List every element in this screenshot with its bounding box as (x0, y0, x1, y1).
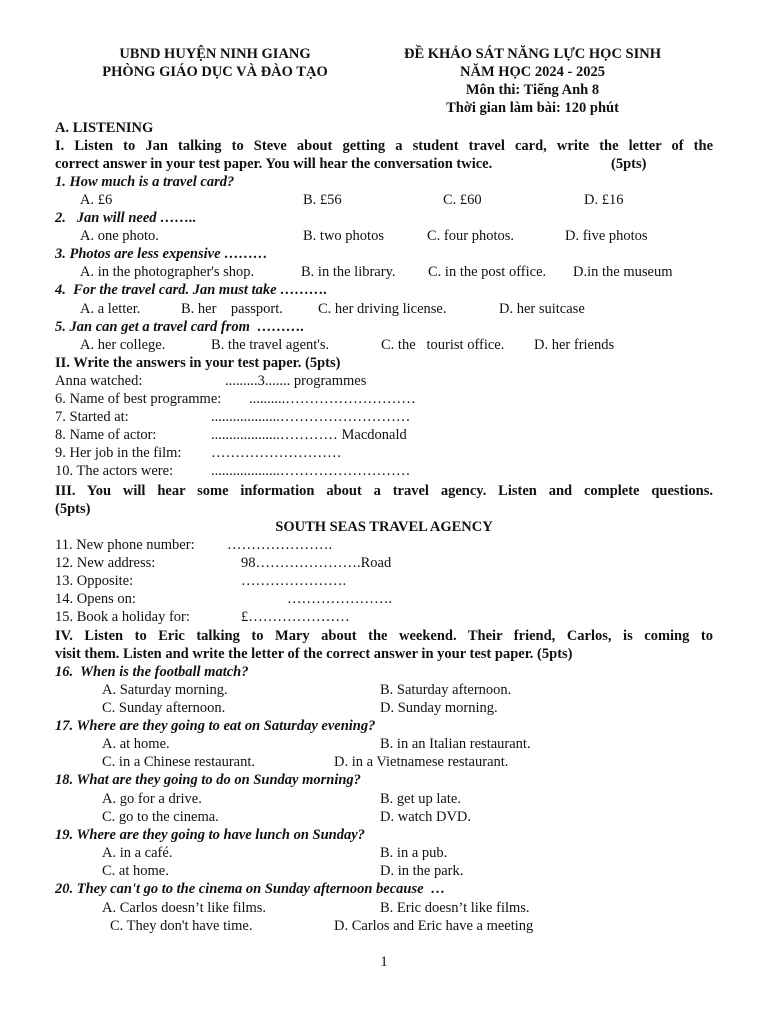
page-number: 1 (380, 954, 388, 970)
q19-option-d: D. in the park. (380, 863, 464, 879)
part1-instruction-line1: I. Listen to Jan talking to Steve about getting a student travel card, write the letter of the (55, 138, 713, 154)
q3-question: 3. Photos are less expensive ……… (55, 246, 268, 262)
q2-question: 2. Jan will need …….. (55, 210, 197, 226)
q16-question: 16. When is the football match? (55, 664, 249, 680)
part4-instruction-line1: IV. Listen to Eric talking to Mary about the weekend. Their friend, Carlos, is coming to (55, 628, 713, 644)
q3-option-c: C. in the post office. (428, 264, 547, 280)
q3-option-b: B. in the library. (301, 264, 396, 280)
part3-row-label: 13. Opposite: (55, 573, 134, 589)
part2-row-label: 8. Name of actor: (55, 427, 157, 443)
q18-question: 18. What are they going to do on Sunday morning? (55, 772, 361, 788)
q17-option-b: B. in an Italian restaurant. (380, 736, 531, 752)
q18-option-c: C. go to the cinema. (102, 809, 219, 825)
header-right-line3: Môn thi: Tiếng Anh 8 (465, 82, 600, 98)
q4-question: 4. For the travel card. Jan must take ………. (55, 282, 328, 298)
part3-row-value: …………………. (227, 537, 333, 553)
part1-instruction-line2: correct answer in your test paper. You will hear the conversation twice. (55, 156, 493, 172)
part3-instruction-line1: III. You will hear some information about a travel agency. Listen and complete questions. (55, 483, 713, 499)
q16-option-b: B. Saturday afternoon. (380, 682, 512, 698)
q4-option-b: B. her passport. (181, 301, 283, 317)
q19-option-b: B. in a pub. (380, 845, 448, 861)
header-left-line2: PHÒNG GIÁO DỤC VÀ ĐÀO TẠO (102, 64, 328, 80)
q20-option-c: C. They don't have time. (110, 918, 253, 934)
header-left-line1: UBND HUYỆN NINH GIANG (119, 46, 311, 62)
q18-option-d: D. watch DVD. (380, 809, 472, 825)
q1-question: 1. How much is a travel card? (55, 174, 235, 190)
q20-option-d: D. Carlos and Eric have a meeting (334, 918, 534, 934)
part2-row-value: ……………………… (211, 445, 342, 461)
q17-option-a: A. at home. (102, 736, 170, 752)
q4-option-d: D. her suitcase (499, 301, 585, 317)
q5-question: 5. Jan can get a travel card from ………. (55, 319, 305, 335)
q5-option-d: D. her friends (534, 337, 615, 353)
part3-row-label: 11. New phone number: (55, 537, 195, 553)
q4-option-a: A. a letter. (80, 301, 141, 317)
q18-option-a: A. go for a drive. (102, 791, 202, 807)
part3-row-label: 15. Book a holiday for: (55, 609, 190, 625)
part2-row-label: 9. Her job in the film: (55, 445, 182, 461)
q19-option-a: A. in a café. (102, 845, 173, 861)
q20-question: 20. They can't go to the cinema on Sunday afternoon because … (55, 881, 446, 897)
q1-option-d: D. £16 (584, 192, 624, 208)
q18-option-b: B. get up late. (380, 791, 461, 807)
part3-row-value: …………………. (287, 591, 393, 607)
part1-points: (5pts) (611, 156, 647, 172)
q20-option-b: B. Eric doesn’t like films. (380, 900, 530, 916)
q5-option-a: A. her college. (80, 337, 166, 353)
part2-row-label: 6. Name of best programme: (55, 391, 222, 407)
part2-row-label: 7. Started at: (55, 409, 129, 425)
part3-row-value: £………………… (241, 609, 350, 625)
q3-option-a: A. in the photographer's shop. (80, 264, 255, 280)
part3-row-value: …………………. (241, 573, 347, 589)
part2-instruction: II. Write the answers in your test paper. (5pts) (55, 355, 341, 371)
header-right-line1: ĐỀ KHẢO SÁT NĂNG LỰC HỌC SINH (403, 46, 661, 62)
q16-option-c: C. Sunday afternoon. (102, 700, 226, 716)
agency-title: SOUTH SEAS TRAVEL AGENCY (275, 519, 493, 535)
q2-option-a: A. one photo. (80, 228, 159, 244)
q19-question: 19. Where are they going to have lunch on Sunday? (55, 827, 365, 843)
q1-option-c: C. £60 (443, 192, 482, 208)
q2-option-c: C. four photos. (427, 228, 514, 244)
part3-instruction-line2: (5pts) (55, 501, 91, 517)
part3-row-label: 12. New address: (55, 555, 156, 571)
part2-row-value: ...................……………………… (211, 463, 411, 479)
header-right-line2: NĂM HỌC 2024 - 2025 (460, 64, 605, 80)
part3-row-label: 14. Opens on: (55, 591, 136, 607)
q2-option-b: B. two photos (303, 228, 384, 244)
part2-row-value: .........3....... programmes (225, 373, 367, 389)
part4-instruction-line2: visit them. Listen and write the letter of the correct answer in your test paper. (5pts) (55, 646, 573, 662)
header-right-line4: Thời gian làm bài: 120 phút (446, 100, 619, 116)
q4-option-c: C. her driving license. (318, 301, 447, 317)
part2-row-value: ...................………… Macdonald (211, 427, 407, 443)
q16-option-a: A. Saturday morning. (102, 682, 228, 698)
part3-row-value: 98………………….Road (241, 555, 392, 571)
section-a-title: A. LISTENING (55, 120, 154, 136)
q1-option-a: A. £6 (80, 192, 113, 208)
part2-row-label: 10. The actors were: (55, 463, 174, 479)
q5-option-c: C. the tourist office. (381, 337, 505, 353)
q17-question: 17. Where are they going to eat on Saturday evening? (55, 718, 376, 734)
q2-option-d: D. five photos (565, 228, 648, 244)
part2-row-value: ...................……………………… (211, 409, 411, 425)
part2-row-value: ..........……………………… (249, 391, 416, 407)
q16-option-d: D. Sunday morning. (380, 700, 498, 716)
q19-option-c: C. at home. (102, 863, 169, 879)
q3-option-d: D.in the museum (573, 264, 673, 280)
q17-option-d: D. in a Vietnamese restaurant. (334, 754, 509, 770)
q5-option-b: B. the travel agent's. (211, 337, 330, 353)
q17-option-c: C. in a Chinese restaurant. (102, 754, 256, 770)
part2-row-label: Anna watched: (55, 373, 143, 389)
q1-option-b: B. £56 (303, 192, 342, 208)
q20-option-a: A. Carlos doesn’t like films. (102, 900, 267, 916)
